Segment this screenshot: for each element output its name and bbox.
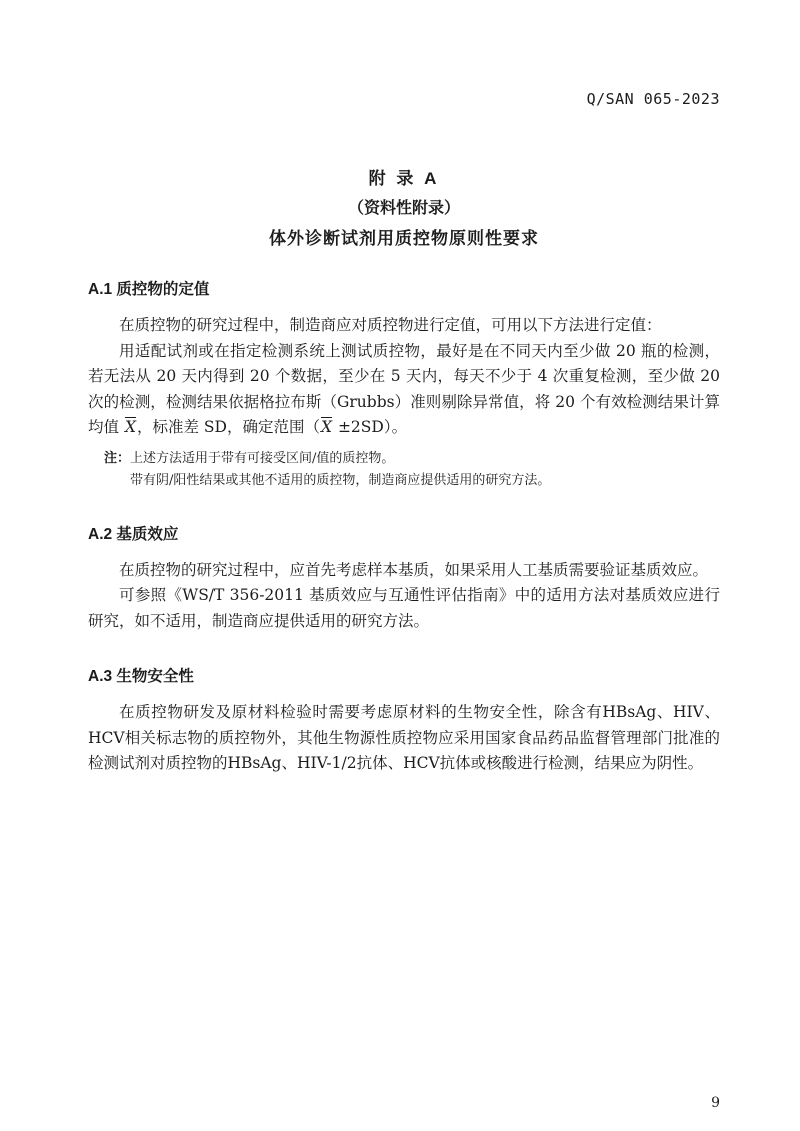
section-a1-paragraph-1: 在质控物的研究过程中，制造商应对质控物进行定值，可用以下方法进行定值：: [119, 316, 662, 334]
standard-code: Q/SAN 065-2023: [586, 90, 720, 108]
appendix-type: （资料性附录）: [347, 200, 460, 217]
mean-xbar-symbol: $\overline{X}$: [124, 418, 136, 436]
section-a2-paragraph-2: 可参照《WS/T 356-2011 基质效应与互通性评估指南》中的适用方法对基质效应进行研究，如不适用，制造商应提供适用的研究方法。: [88, 586, 720, 630]
note-label: 注：: [104, 450, 131, 466]
paragraph-text-segment: ±2SD）。: [333, 418, 408, 436]
note-line-2: 带有阴/阳性结果或其他不适用的质控物，制造商应提供适用的研究方法。: [130, 472, 551, 488]
page-number: 9: [711, 1095, 720, 1111]
section-a3-heading: A.3 生物安全性: [88, 668, 194, 685]
appendix-title-block: [88, 164, 720, 249]
paragraph-text-segment: ，标准差 SD，确定范围（: [136, 418, 320, 436]
section-a1-paragraph-2: [88, 339, 720, 441]
appendix-name: 体外诊断试剂用质控物原则性要求: [269, 229, 539, 248]
note-content: [130, 448, 550, 492]
section-a3-paragraph-1: 在质控物研发及原材料检验时需要考虑原材料的生物安全性，除含有HBsAg、HIV、HCV相关标志物的质控物外，其他生物源性质控物应采用国家食品药品监督管理部门批准的检测试剂对质控物的HBsAg、HIV-1/2抗体、HCV抗体或核酸进行检测，结果应为阴性。: [88, 703, 720, 772]
section-a2-heading: A.2 基质效应: [88, 525, 179, 543]
paragraph-text-segment: 用适配试剂或在指定检测系统上测试质控物，最好是在不同天内至少做 20 瓶的检测，若无法从 20 天内得到 20 个数据，至少在 5 天内，每天不少于 4 次重复检测，至少做 20 次的检测，检测结果依据格拉布斯（Grubbs）准则剔除异常值，将 20 个有效检测结果计算均值: [88, 341, 720, 436]
section-a1-note: [88, 448, 720, 492]
section-a2-paragraph-1: 在质控物的研究过程中，应首先考虑样本基质，如果采用人工基质需要验证基质效应。: [119, 560, 709, 579]
section-a1-heading: A.1 质控物的定值: [88, 281, 210, 298]
mean-xbar-symbol: $\overline{X}$: [320, 418, 333, 436]
appendix-title: 附 录 A: [368, 169, 440, 188]
note-line-1: 上述方法适用于带有可接受区间/值的质控物。: [130, 450, 395, 466]
